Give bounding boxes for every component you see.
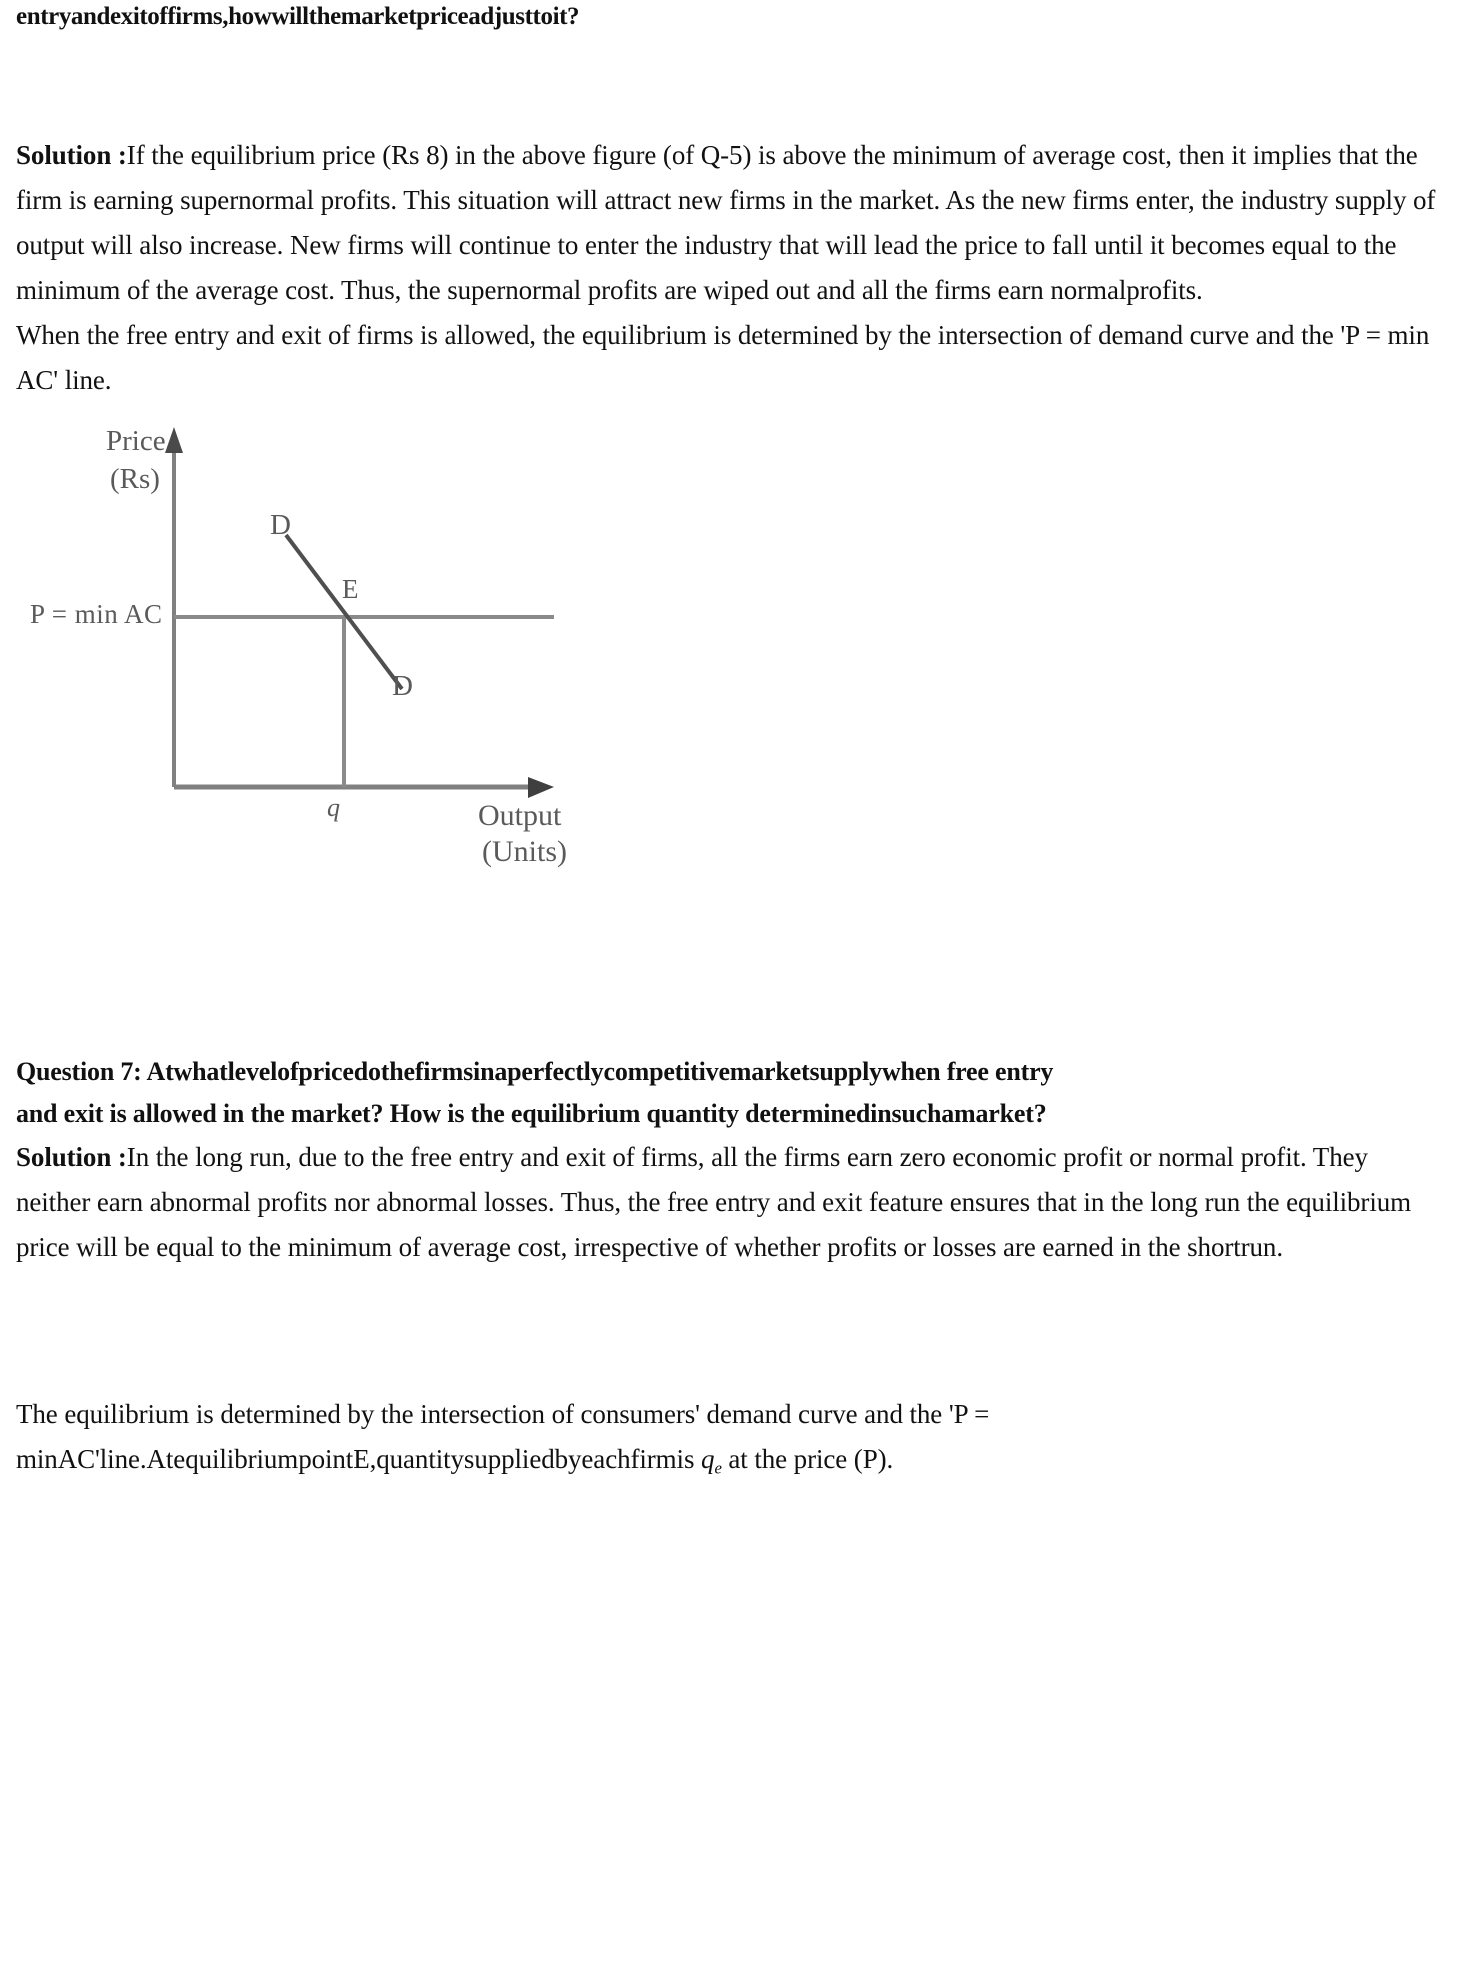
solution-q6-lead-label: Solution : bbox=[16, 140, 127, 170]
solution-q6-body: If the equilibrium price (Rs 8) in the above figure (of Q-5) is above the minimum of average cost, then it implies that the firm is earning supernormal profits. This situation will attract new firms in the market. As the new firms enter, the industry supply of output will also increase. New firms will continue to enter the industry that will lead the price to fall until it becomes equal to the minimum of the average cost. Thus, the supernormal profits are wiped out and all the firms earn normalprofits. bbox=[16, 140, 1436, 305]
spacer-after-header bbox=[16, 29, 1436, 133]
closing-paragraph-part1: The equilibrium is determined by the intersection of consumers' demand curve and the 'P = minAC'line.AtequilibriumpointE,quantitysuppliedbyeachfirmis bbox=[16, 1399, 990, 1474]
price-min-ac-label: P = min AC bbox=[30, 599, 163, 629]
spacer-after-figure bbox=[16, 901, 1436, 1051]
question7-heading-line1: Question 7: Atwhatlevelofpricedothefirmsinaperfectlycompetitivemarketsupplywhen free entry bbox=[16, 1057, 1054, 1086]
question7-heading-line2: and exit is allowed in the market? How is the equilibrium quantity determinedinsuchamarket? bbox=[16, 1099, 1047, 1128]
output-axis-arrow-icon bbox=[528, 777, 554, 798]
x-axis-label-line1: Output bbox=[478, 799, 562, 832]
quantity-axis-label: q bbox=[327, 793, 340, 822]
quantity-symbol-base: q bbox=[701, 1444, 715, 1474]
solution-q7-lead-label: Solution : bbox=[16, 1142, 127, 1172]
spacer-before-closing bbox=[16, 1270, 1436, 1392]
intro-paragraph: When the free entry and exit of firms is allowed, the equilibrium is determined by the intersection of demand curve and the 'P = min AC' line. bbox=[16, 320, 1430, 395]
demand-label-top: D bbox=[270, 509, 291, 541]
solution-q6-paragraph bbox=[16, 133, 1436, 313]
y-axis-label-line2: (Rs) bbox=[110, 463, 160, 495]
long-run-equilibrium-figure bbox=[30, 421, 670, 901]
closing-paragraph-part2: at the price (P). bbox=[721, 1444, 894, 1474]
demand-label-bottom: D bbox=[392, 670, 413, 702]
solution-q7-body: In the long run, due to the free entry and exit of firms, all the firms earn zero economic profit or normal profit. They neither earn abnormal profits nor abnormal losses. Thus, the free entry and exit feature ensures that in the long run the equilibrium price will be equal to the minimum of average cost, irrespective of whether profits or losses are earned in the shortrun. bbox=[16, 1142, 1412, 1262]
price-axis-arrow-icon bbox=[165, 427, 183, 453]
equilibrium-point-label: E bbox=[342, 574, 359, 604]
y-axis-label-line1: Price bbox=[106, 425, 166, 457]
closing-paragraph bbox=[16, 1392, 1436, 1490]
quantity-symbol-subscript: e bbox=[714, 1458, 722, 1478]
quantity-symbol bbox=[701, 1444, 722, 1478]
question7-heading bbox=[16, 1051, 1436, 1135]
page-content bbox=[16, 0, 1436, 1490]
page-top-question-fragment: entryandexitoffirms,howwillthemarketpriceadjusttoit? bbox=[16, 3, 580, 30]
solution-q7-paragraph bbox=[16, 1135, 1436, 1270]
x-axis-label-line2: (Units) bbox=[482, 835, 567, 868]
